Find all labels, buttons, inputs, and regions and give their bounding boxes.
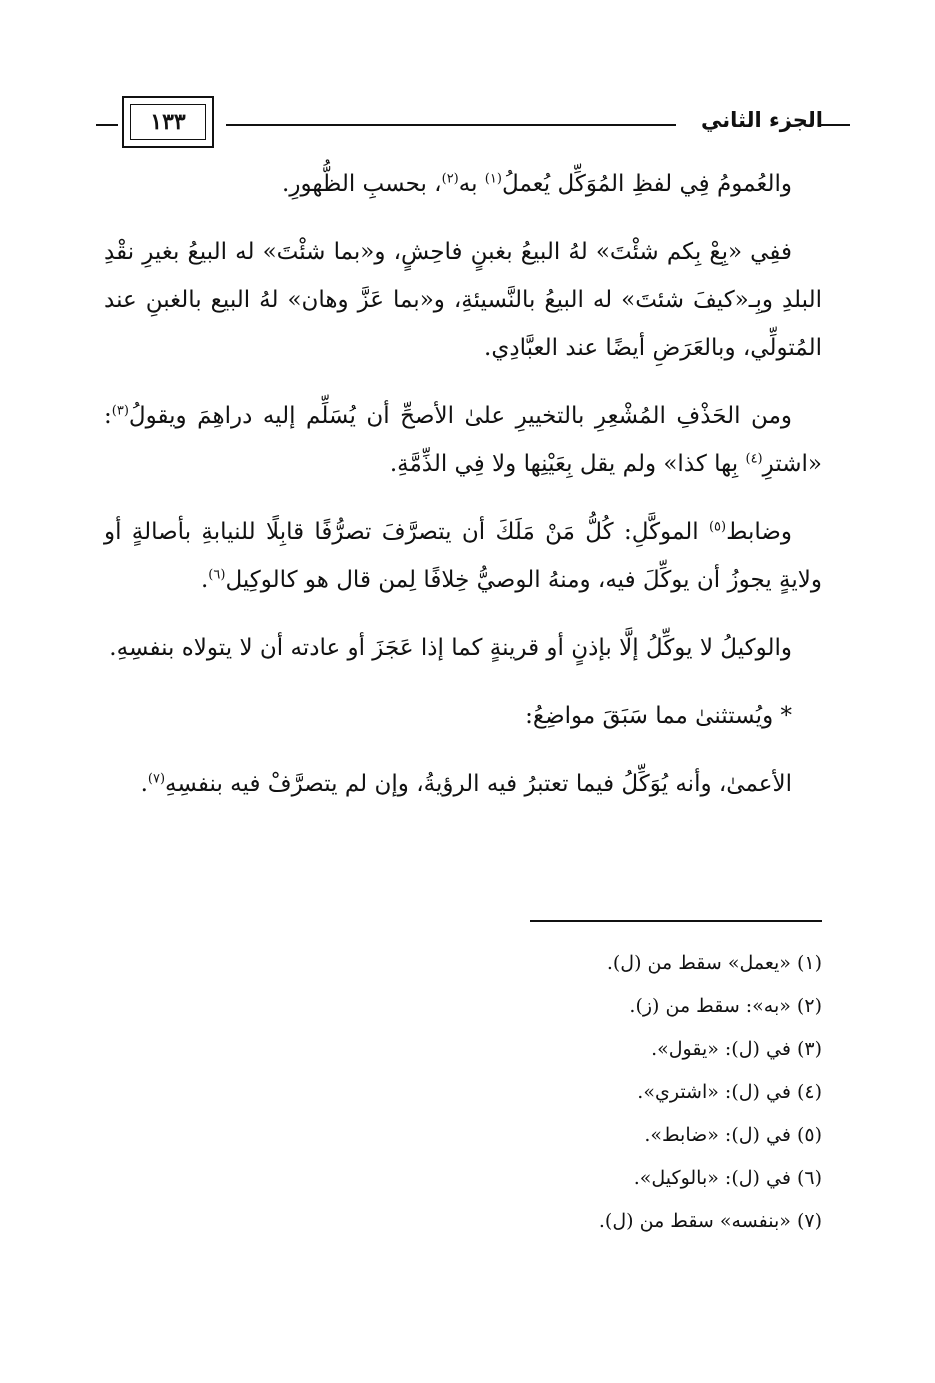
page-number: ١٣٣: [130, 104, 206, 140]
footnote-7: (٧) «بنفسه» سقط من (ل).: [598, 1210, 822, 1232]
footnotes: [300, 942, 822, 1243]
part-title: الجزء الثاني: [700, 108, 823, 132]
main-text: [104, 160, 822, 828]
paragraph-1: والعُمومُ فِي لفظِ المُوَكِّل يُعملُ$^{(١)}$ به$^{(٢)}$، بحسبِ الظُّهورِ.: [282, 171, 792, 197]
footnote-1: (١) «يعمل» سقط من (ل).: [606, 952, 822, 974]
footnote-3: (٣) في (ل): «يقول».: [651, 1038, 822, 1060]
paragraph-7: الأعمىٰ، وأنه يُوَكِّلُ فيما تعتبرُ فيه الرؤيةُ، وإن لم يتصرَّفْ فيه بنفسِهِ$^{(٧)}$.: [140, 771, 792, 797]
paragraph-6: * ويُستثنىٰ مما سَبَقَ مواضِعُ:: [525, 703, 792, 729]
header-rule-left: [96, 124, 118, 126]
paragraph-5: والوكيلُ لا يوكِّلُ إلَّا بإذنٍ أو قرينةٍ كما إذا عَجَزَ أو عادته أن لا يتولاه بنفسِهِ.: [109, 635, 792, 661]
footnote-2: (٢) «به»: سقط من (ز).: [629, 995, 822, 1017]
footnote-4: (٤) في (ل): «اشتري».: [637, 1081, 822, 1103]
footnote-separator: [530, 920, 822, 922]
paragraph-3: ومن الحَذْفِ المُشْعِرِ بالتخييرِ علىٰ الأصحِّ أن يُسَلِّم إليه دراهِمَ ويقولُ$^{(٣)}$: «اشترِ$^{(٤)}$ بِها كذا» ولم يقل بِعَيْنِها ولا فِي الذِّمَّةِ.: [104, 403, 822, 477]
header-rule-middle: [226, 124, 676, 126]
paragraph-2: ففِي «بِعْ بِكم شئْتَ» لهُ البيعُ بغبنٍ فاحِشٍ، و«بما شئْتَ» له البيعُ بغيرِ نقْدِ البلدِ وبِـ«كيفَ شئتَ» له البيعُ بالنَّسيئةِ، و«بما عَزَّ وهان» لهُ البيع بالغبنِ عند المُتولِّي، وبالعَرَضِ أيضًا عند العبَّادِي.: [104, 239, 822, 361]
footnote-5: (٥) في (ل): «ضابط».: [644, 1124, 822, 1146]
paragraph-4: وضابط$^{(٥)}$ الموكَّلِ: كُلُّ مَنْ مَلَكَ أن يتصرَّفَ تصرُّفًا قابِلًا للنيابةِ بأصالةٍ أو ولايةٍ يجوزُ أن يوكِّلَ فيه، ومنهُ الوصيُّ خِلافًا لِمن قال هو كالوكِيل$^{(٦)}$.: [104, 519, 822, 593]
footnote-6: (٦) في (ل): «بالوكيل».: [633, 1167, 822, 1189]
header-rule-right: [820, 124, 850, 126]
page-number-frame: [122, 96, 214, 148]
